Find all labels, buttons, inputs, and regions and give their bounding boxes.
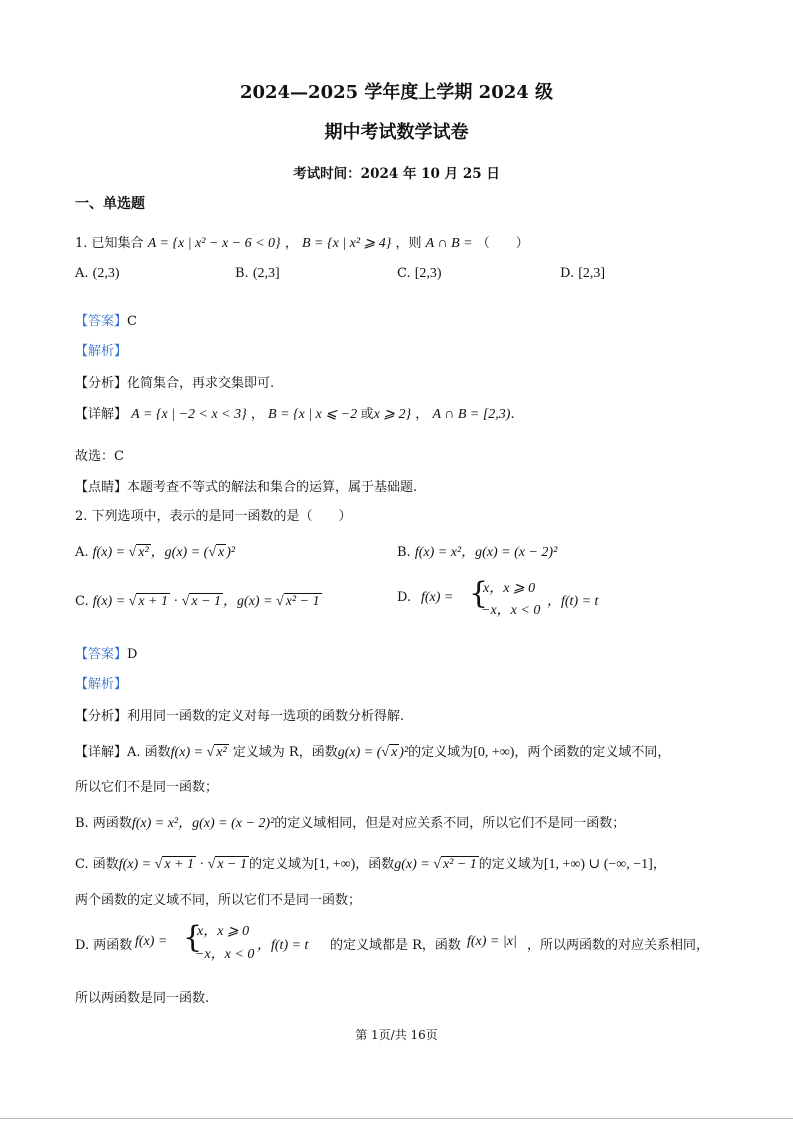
q1-detail-period: . xyxy=(510,407,515,422)
q2-detail-a-f-rad: x² xyxy=(216,745,227,760)
q1-stem xyxy=(75,232,529,252)
page-footer: 第 1页/共 16页 xyxy=(355,1028,438,1042)
q2-option-c-r3: x² − 1 xyxy=(285,594,320,609)
q1-set-a: A = {x | x² − x − 6 < 0} xyxy=(147,236,281,251)
q2-detail-d-cont: 所以两函数是同一函数. xyxy=(75,991,210,1006)
q1-detail-b-pre: B = {x | x ⩽ −2 xyxy=(268,407,361,422)
q2-option-c-f: f(x) = xyxy=(92,594,129,609)
q1-stem-sep: ， xyxy=(284,236,298,251)
q2-detail-c-2: 的定义域为 xyxy=(249,857,315,872)
q2-detail-d-g: ，f(t) = t xyxy=(257,938,309,953)
q2-option-a-label: A. xyxy=(75,545,89,560)
q2-detail-a-cont: 所以它们不是同一函数； xyxy=(75,780,219,795)
q2-detail-b xyxy=(75,812,625,832)
q2-option-a-g-end: )² xyxy=(226,545,236,560)
q1-paren: （ ） xyxy=(476,236,529,251)
q1-option-c-value: [2,3) xyxy=(414,266,442,281)
q2-detail-d-3: ，所以两函数的对应关系相同， xyxy=(527,938,710,953)
q2-detail-b-2: 的定义域相同，但是对应关系不同，所以它们不是同一函数； xyxy=(274,816,626,831)
q2-option-a-f-rad: x² xyxy=(138,545,149,560)
q1-option-a-value: (2,3) xyxy=(92,266,120,281)
q2-option-d-label: D. xyxy=(397,590,412,605)
q2-analysis-tag: 【解析】 xyxy=(75,677,128,692)
q1-option-c-label: C. xyxy=(397,266,411,281)
q2-option-b-label: B. xyxy=(397,545,411,560)
q1-detail-tag: 【详解】 xyxy=(75,407,128,422)
q2-detail-d-brace: { xyxy=(183,920,203,955)
q2-detail-a-f: f(x) = xyxy=(170,745,207,760)
q2-detail-a-g-rad: x xyxy=(391,745,398,760)
q2-option-b-value: f(x) = x²，g(x) = (x − 2)² xyxy=(414,545,558,560)
q2-detail-c-3: ，函数 xyxy=(355,857,395,872)
q2-detail-b-f: f(x) = x²，g(x) = (x − 2)² xyxy=(131,816,275,831)
q1-detail-sep2: ， xyxy=(415,407,429,422)
q1-option-b-value: (2,3] xyxy=(252,266,280,281)
q2-detail-d-f: f(x) = xyxy=(135,934,168,949)
q1-detail-sep1: ， xyxy=(250,407,264,422)
q2-detail-c-r3: x² − 1 xyxy=(442,857,477,872)
q1-point xyxy=(75,476,417,495)
q1-option-b-label: B. xyxy=(235,266,249,281)
q2-detail-d xyxy=(75,920,725,966)
exam-title-line1: 2024—2025 学年度上学期 2024 级 xyxy=(239,82,554,103)
q2-stem: 2. 下列选项中，表示的是同一函数的是（ ） xyxy=(75,509,352,524)
q2-detail-a-2: 定义域为 R，函数 xyxy=(228,745,338,760)
q2-fenxi-text: 利用同一函数的定义对每一选项的函数分析得解. xyxy=(127,709,405,724)
q2-detail-d-case2: −x，x < 0 xyxy=(195,947,255,962)
q2-answer xyxy=(75,643,137,662)
q2-detail-d-2: 的定义域都是 R，函数 xyxy=(330,938,461,953)
q1-option-d xyxy=(560,266,605,282)
page-bottom-border xyxy=(0,1118,793,1119)
q1-choice: 故选：C xyxy=(75,449,124,464)
q2-detail-c-4: 的定义域为 xyxy=(478,857,544,872)
q2-detail-a-dom: [0, +∞) xyxy=(473,745,515,760)
exam-title-line2: 期中考试数学试卷 xyxy=(324,122,469,143)
q2-option-d-g: ，f(t) = t xyxy=(547,594,599,609)
q2-detail-c-r1: x + 1 xyxy=(164,857,194,872)
q2-option-b xyxy=(397,541,557,561)
q2-option-a: A. f(x) = √ x² ，g(x) = (√ x )² xyxy=(75,545,236,560)
q1-detail-b-or: 或 xyxy=(360,407,374,422)
q1-option-c xyxy=(397,266,442,282)
q2-option-c-r1: x + 1 xyxy=(138,594,168,609)
q2-option-c-g: ，g(x) = xyxy=(223,594,277,609)
q1-fenxi-tag: 【分析】 xyxy=(75,376,128,391)
q1-option-d-label: D. xyxy=(560,266,575,281)
q2-detail-a-3: 的定义域为 xyxy=(408,745,474,760)
q1-set-b: B = {x | x² ⩾ 4} xyxy=(301,236,392,251)
q2-detail-d-case1: x，x ⩾ 0 xyxy=(197,924,250,939)
q2-detail-a-1: A. 函数 xyxy=(127,745,171,760)
q1-stem-prefix: 1. 已知集合 xyxy=(75,236,144,251)
q2-detail-d-h: f(x) = |x| xyxy=(467,934,517,949)
q2-detail-tag: 【详解】 xyxy=(75,745,128,760)
q2-detail-c-dom2: [1, +∞) ∪ (−∞, −1] xyxy=(543,857,653,872)
q2-option-d-case1: x，x ⩾ 0 xyxy=(483,581,536,596)
q2-option-c: C. f(x) = √ x + 1 · √ x − 1 ，g(x) = √ x² − 1 xyxy=(75,594,320,609)
q2-fenxi xyxy=(75,705,404,724)
q2-option-c-label: C. xyxy=(75,594,89,609)
q2-option-d-case2: −x，x < 0 xyxy=(481,603,541,618)
q1-detail-b-post: x ⩾ 2} xyxy=(373,407,412,422)
q1-detail-c: A ∩ B = [2,3) xyxy=(432,407,511,422)
q2-option-a-g-rad: x xyxy=(218,545,225,560)
q2-detail-c-dom1: [1, +∞) xyxy=(314,857,356,872)
q1-expr: A ∩ B = xyxy=(425,236,473,251)
q2-option-c-dot: · xyxy=(170,594,182,609)
q1-stem-suffix: ，则 xyxy=(395,236,422,251)
section-title: 一、单选题 xyxy=(75,196,145,212)
q2-detail-a-g: g(x) = ( xyxy=(337,745,382,760)
q1-answer xyxy=(75,310,137,329)
q1-fenxi xyxy=(75,372,274,391)
q1-option-d-value: [2,3] xyxy=(578,266,606,281)
q2-option-d-f: f(x) = xyxy=(421,590,454,605)
q1-option-b xyxy=(235,266,280,282)
q2-detail-c-r2: x − 1 xyxy=(217,857,248,872)
q2-detail-a-4: ，两个函数的定义域不同， xyxy=(514,745,671,760)
q1-analysis-tag: 【解析】 xyxy=(75,344,128,359)
q1-detail-a: A = {x | −2 < x < 3} xyxy=(131,407,247,422)
q2-detail-b-1: B. 两函数 xyxy=(75,816,132,831)
q2-option-c-r2: x − 1 xyxy=(191,594,222,609)
q2-detail-c-cont: 两个函数的定义域不同，所以它们不是同一函数； xyxy=(75,893,362,908)
q1-point-text: 本题考查不等式的解法和集合的运算，属于基础题. xyxy=(127,480,418,495)
q1-fenxi-text: 化简集合，再求交集即可. xyxy=(127,376,275,391)
q2-detail-c-1: C. 函数 xyxy=(75,857,119,872)
q1-answer-tag: 【答案】 xyxy=(75,314,128,329)
q2-option-a-g: ，g(x) = ( xyxy=(150,545,209,560)
q2-detail-c-5: ， xyxy=(652,857,666,872)
q2-detail-c-g: g(x) = xyxy=(394,857,434,872)
q2-option-a-f: f(x) = xyxy=(92,545,129,560)
q2-detail-a-g-end: )² xyxy=(399,745,409,760)
q2-fenxi-tag: 【分析】 xyxy=(75,709,128,724)
q2-detail-a: 【详解】A. 函数f(x) = √ x² 定义域为 R，函数g(x) = (√ x )²的定义域为[0, +∞)，两个函数的定义域不同， xyxy=(75,745,671,760)
q1-point-tag: 【点睛】 xyxy=(75,480,128,495)
q2-detail-d-1: D. 两函数 xyxy=(75,938,133,953)
q1-detail xyxy=(75,403,515,423)
q2-detail-c: C. 函数f(x) = √ x + 1 · √ x − 1 的定义域为[1, +∞)，函数g(x) = √ x² − 1 的定义域为[1, +∞) ∪ (−∞, −1]， xyxy=(75,857,666,872)
q2-detail-c-dot: · xyxy=(195,857,208,872)
q1-option-a-label: A. xyxy=(75,266,89,281)
exam-time: 考试时间：2024 年 10 月 25 日 xyxy=(293,166,500,182)
q2-answer-tag: 【答案】 xyxy=(75,647,128,662)
q1-option-a xyxy=(75,266,120,282)
q2-detail-c-f: f(x) = xyxy=(118,857,155,872)
q1-answer-value: C xyxy=(127,314,137,329)
q2-option-d-brace: { xyxy=(469,576,489,611)
q2-answer-value: D xyxy=(127,647,138,662)
